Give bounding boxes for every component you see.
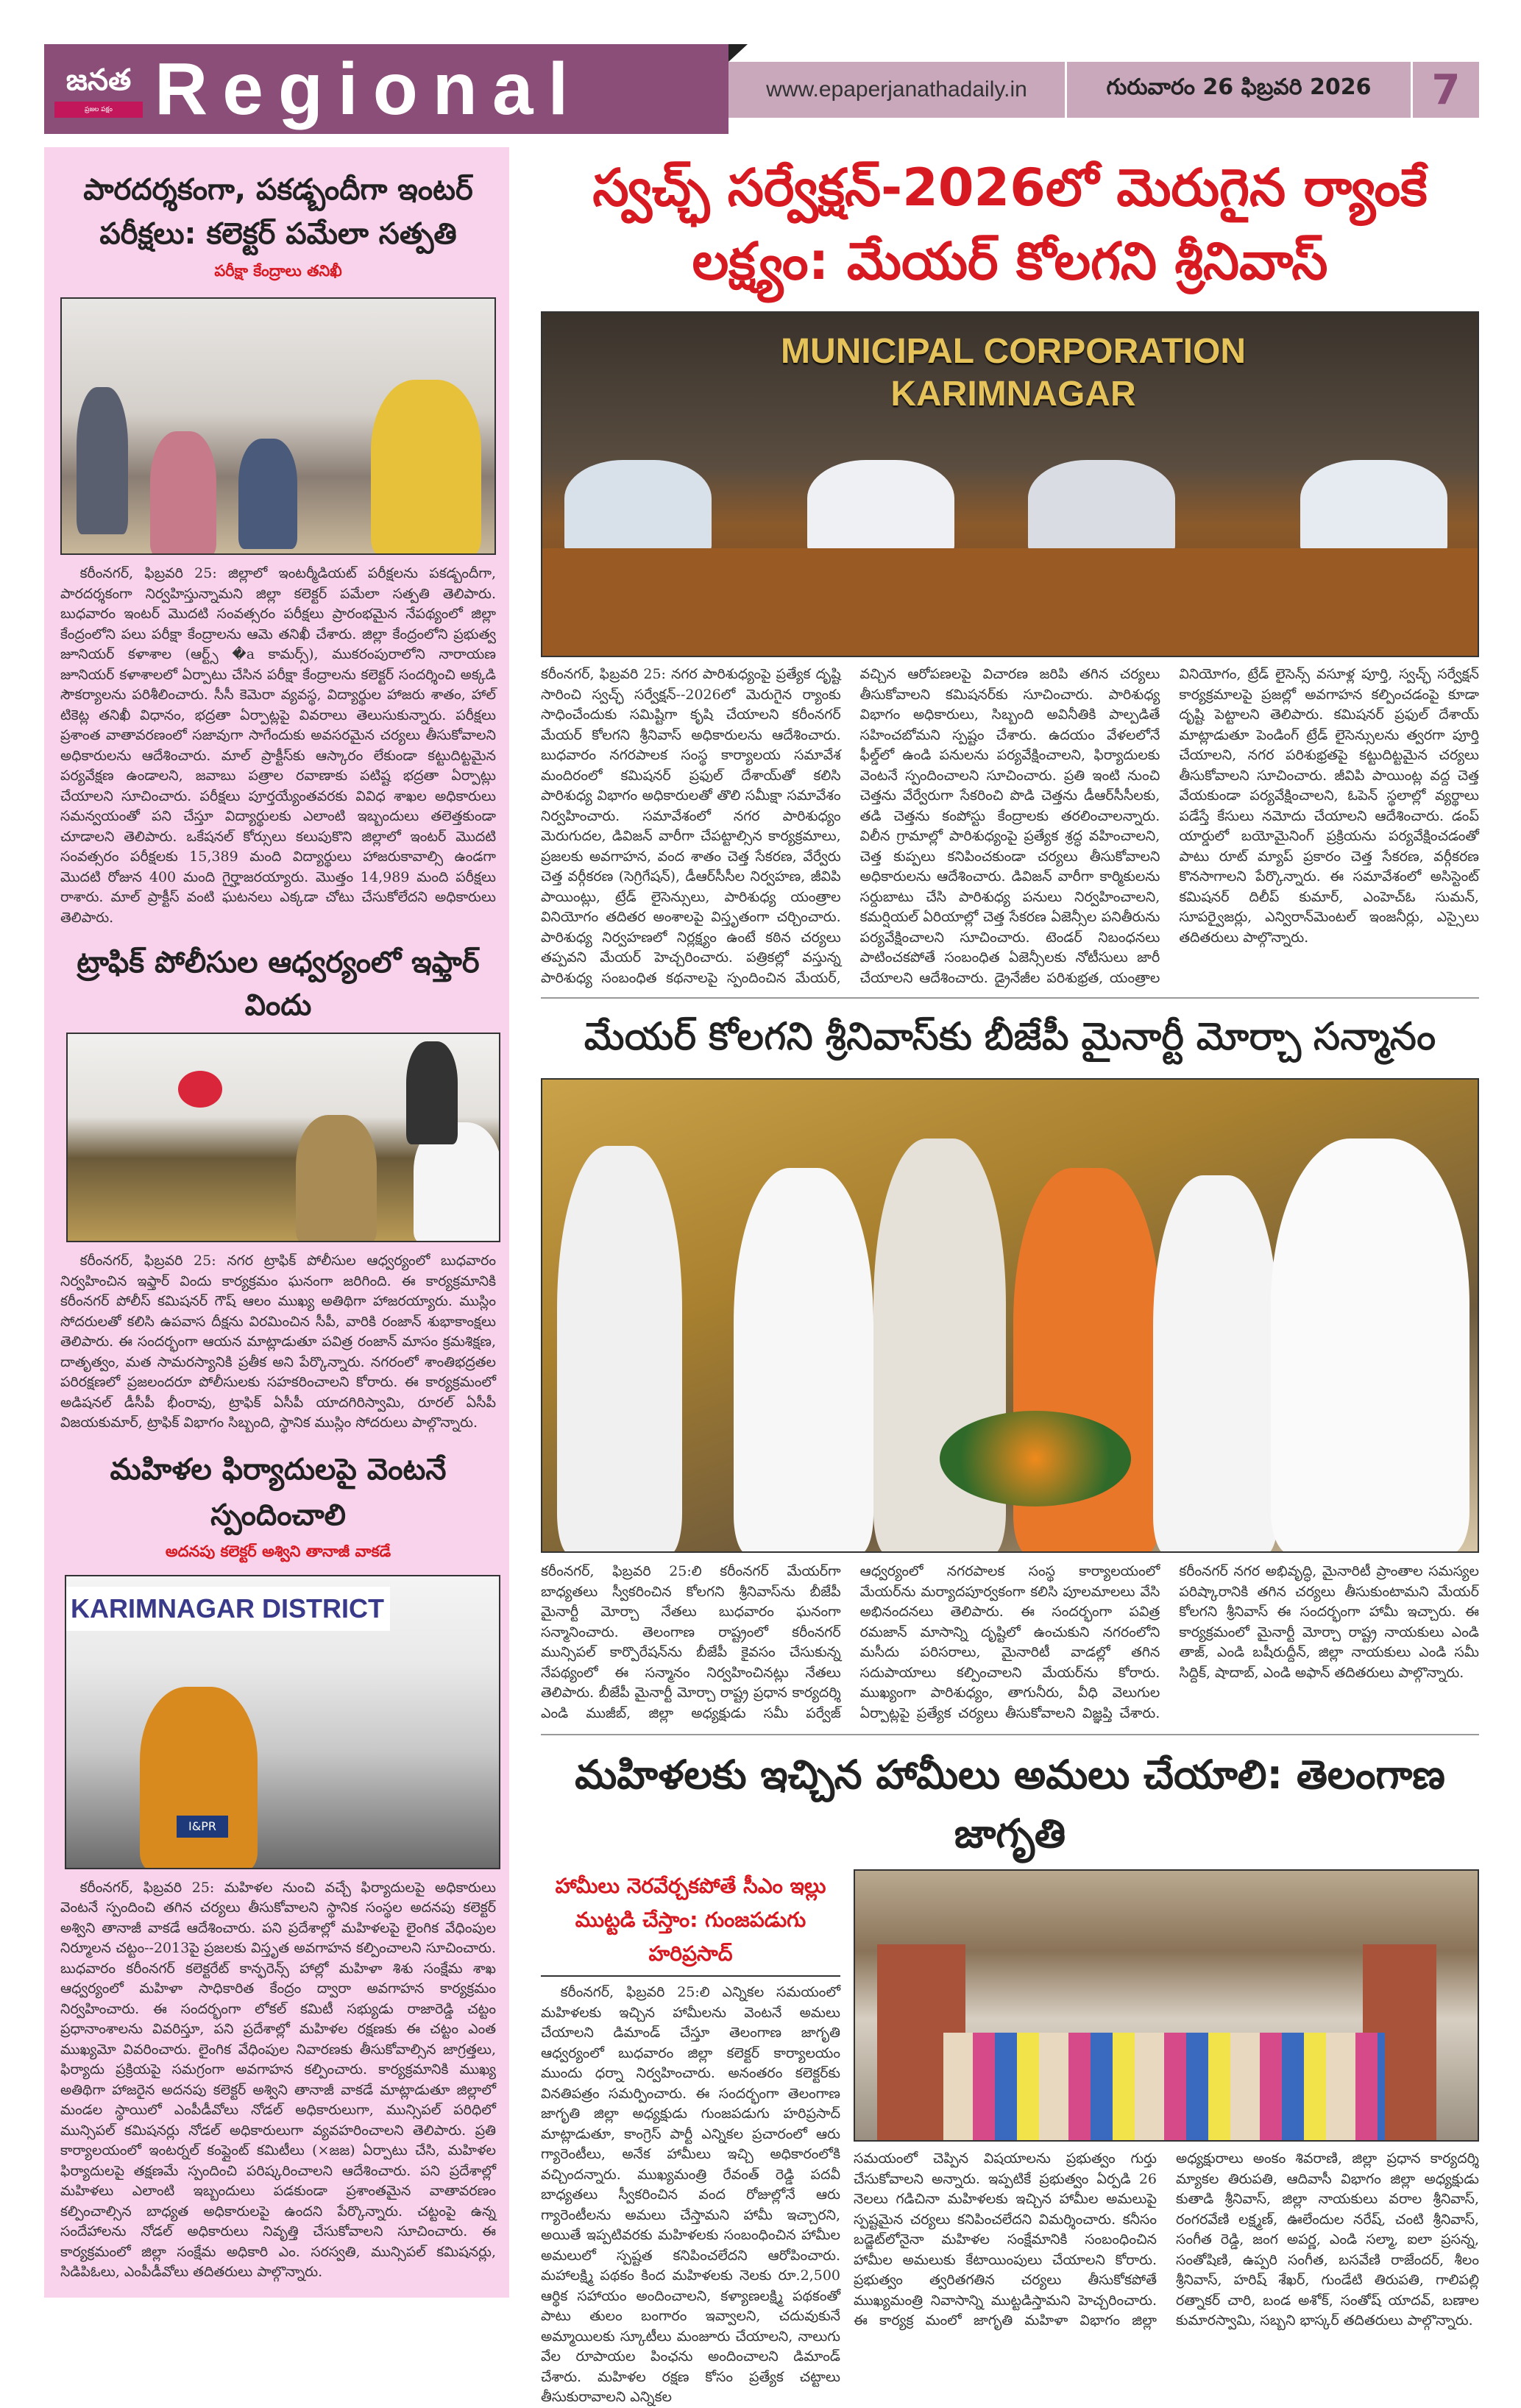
masthead — [44, 44, 728, 134]
story3-row — [541, 1869, 1479, 2408]
lead-headline: స్వచ్ఛ్ సర్వేక్షన్-2026లో మెరుగైన ర్యాంకే లక్ష్యం: మేయర్ కోలగని శ్రీనివాస్ — [592, 157, 1428, 291]
photo-badge: I&PR — [177, 1816, 228, 1838]
divider — [541, 1975, 840, 1977]
page-number: 7 — [1431, 65, 1461, 114]
story-body-continued: సమయంలో చెప్పిన విషయాలను ప్రభుత్వం గుర్తు చేసుకోవాలని అన్నారు. ఇప్పటికే ప్రభుత్వం ఏర్పడి 26 నెలలు గడిచినా మహిళలకు ఇచ్చిన హామీల అమలుపై స్పష్టమైన చర్యలు కనిపించలేదని విమర్శించారు. కనీసం బడ్జెట్‌లోనైనా మహిళల సంక్షేమానికి సంబంధించిన హామీల అమలుకు కేటాయింపులు చేయాలని కోరారు. ప్రభుత్వం త్వరితగతిన చర్యలు తీసుకోకపోతే ముఖ్యమంత్రి నివాసాన్ని ముట్టడిస్తామని హెచ్చరించారు. ఈ కార్యక్ర మంలో జాగృతి మహిళా విభాగం జిల్లా అధ్యక్షురాలు అంకం శివరాణి, జిల్లా ప్రధాన కార్యదర్శి మ్యాకల తిరుపతి, ఆదివాసీ విభాగం జిల్లా అధ్యక్షుడు కుతాడి శ్రీనివాస్, జిల్లా నాయకులు వరాల శ్రీనివాస్, రంగరవేణి లక్ష్మణ్, ఊలేందుల నరేష్, చంటి శ్రీనివాస్, సంగీత రెడ్డి, జంగ అపర్ణ, ఎండి సల్మా, ఐలా ప్రసన్న, సంతోషిణి, ఉప్పరి సంగీత, బసవేణి రాజేందర్, శీలం శ్రీనివాస్, హరిష్ శేఖర్, గుండేటి తిరుపతి, గాలిపల్లి రత్నాకర్ చారి, బండ అశోక్, సంతోష్ యాదవ్, బణాల కుమారస్వామి, సబ్బని భాస్కర్ తదితరులు పాల్గొన్నారు. — [854, 2150, 1479, 2329]
logo-tagline: ప్రజల పక్షం — [54, 102, 143, 118]
header-strip — [728, 62, 1479, 118]
story-body: కరీంనగర్, ఫిబ్రవరి 25: నగర ట్రాఫిక్ పోలీసుల ఆధ్వర్యంలో బుధవారం నిర్వహించిన ఇఫ్తార్ విందు కార్యక్రమం ఘనంగా జరిగింది. ఈ కార్యక్రమానికి కరీంనగర్ పోలీస్ కమిషనర్ గౌష్ ఆలం ముఖ్య అతిథిగా హాజరయ్యారు. ముస్లిం సోదరులతో కలిసి ఉపవాస దీక్షను విరమించిన సీపీ, వారికి రంజాన్ శుభాకాంక్షలు తెలిపారు. ఈ సందర్భంగా ఆయన మాట్లాడుతూ పవిత్ర రంజాన్ మాసం క్రమశిక్షణ, దాతృత్వం, మత సామరస్యానికి ప్రతీక అని పేర్కొన్నారు. నగరంలో శాంతిభద్రతల పరిరక్షణలో ప్రజలందరూ పోలీసులకు సహకరించాలని కోరారు. ఈ కార్యక్రమంలో అడిషనల్ డీసీపీ భీంరావు, ట్రాఫిక్ ఏసీపీ యాదగిరిస్వామి, రూరల్ ఏసీపీ విజయకుమార్, ట్రాఫిక్ విభాగం సిబ్బంది, స్థానిక ముస్లిం సోదరులు పాల్గొన్నారు. — [60, 1253, 496, 1431]
protest-photo — [854, 1869, 1479, 2142]
story-headline: మేయర్ కోలగని శ్రీనివాస్‌కు బీజేపీ మైనార్టీ మోర్చా సన్మానం — [584, 1015, 1436, 1059]
website-link[interactable]: www.epaperjanathadaily.in — [728, 62, 1067, 118]
story-headline: మహిళలకు ఇచ్చిన హామీలు అమలు చేయాలి: తెలంగాణ జాగృతి — [575, 1752, 1445, 1857]
story-kicker: హామీలు నెరవేర్చకపోతే సీఎం ఇల్లు ముట్టడి చేస్తాం: గుంజపడుగు హరిప్రసాద్ — [555, 1874, 826, 1966]
photo-sign: MUNICIPAL CORPORATION KARIMNAGAR — [781, 332, 1246, 414]
logo-text: జనత — [65, 63, 132, 97]
divider — [541, 1734, 1479, 1735]
story-headline: పారదర్శకంగా, పకడ్బందీగా ఇంటర్ పరీక్షలు: కలెక్టర్ పమేలా సత్పతి — [83, 173, 473, 251]
felicitation-photo — [541, 1078, 1479, 1553]
story-headline: ట్రాఫిక్ పోలీసుల ఆధ్వర్యంలో ఇఫ్తార్ విందు — [77, 946, 480, 1022]
main-column — [541, 151, 1479, 2408]
story-headline: మహిళల ఫిర్యాదులపై వెంటనే స్పందించాలి — [110, 1452, 447, 1532]
corner-triangle — [728, 44, 748, 62]
story-kicker: అదనపు కలెక్టర్ అశ్విని తానాజీ వాకడే — [165, 1542, 391, 1560]
story3-left — [541, 1869, 840, 2408]
story-body: కరీంనగర్, ఫిబ్రవరి 25:లి ఎన్నికల సమయంలో మహిళలకు ఇచ్చిన హామీలను వెంటనే అమలు చేయాలని డిమాండ్ చేస్తూ తెలంగాణ జాగృతి ఆధ్వర్యంలో బుధవారం జిల్లా కలెక్టర్ కార్యాలయం ముందు ధర్నా నిర్వహించారు. అనంతరం కలెక్టర్‌కు వినతిపత్రం సమర్పించారు. ఈ సందర్భంగా తెలంగాణ జాగృతి జిల్లా అధ్యక్షుడు గుంజపడుగు హరిప్రసాద్ మాట్లాడుతూ, కాంగ్రెస్ పార్టీ ఎన్నికల ప్రచారంలో ఆరు గ్యారెంటీలు, అనేక హామీలు ఇచ్చి అధికారంలోకి వచ్చిందన్నారు. ముఖ్యమంత్రి రేవంత్ రెడ్డి పదవీ బాధ్యతలు స్వీకరించిన వంద రోజుల్లోనే ఆరు గ్యారెంటీలను అమలు చేస్తామని హామీ ఇచ్చారని, అయితే ఇప్పటివరకు మహిళలకు సంబంధించిన హామీల అమలులో స్పష్టత కనిపించలేదని ఆరోపించారు. మహాలక్ష్మి పథకం కింద మహిళలకు నెలకు రూ.2,500 ఆర్థిక సహాయం అందించాలని, కళ్యాణలక్ష్మి పథకంతో పాటు తులం బంగారం ఇవ్వాలని, చదువుకునే అమ్మాయిలకు స్కూటీలు మంజూరు చేయాలని, నాలుగు వేల రూపాయల పింఛను అందించాలని డిమాండ్ చేశారు. మహిళల రక్షణ కోసం ప్రత్యేక చట్టాలు తీసుకురావాలని ఎన్నికల — [541, 1984, 840, 2405]
story3-right — [854, 1869, 1479, 2331]
story-body: కరీంనగర్, ఫిబ్రవరి 25:లి కరీంనగర్ మేయర్‌గా బాధ్యతలు స్వీకరించిన కోలగని శ్రీనివాస్‌ను బీజేపీ మైనార్టీ మోర్చా నేతలు బుధవారం ఘనంగా సన్మానించారు. తెలంగాణ రాష్ట్రంలో కరీంనగర్ మున్సిపల్ కార్పొరేషన్‌ను బీజేపీ కైవసం చేసుకున్న నేపథ్యంలో ఈ సన్మానం నిర్వహించినట్లు నేతలు తెలిపారు. బీజేపీ మైనార్టీ మోర్చా రాష్ట్ర ప్రధాన కార్యదర్శి ఎండి ముజీబ్, జిల్లా అధ్యక్షుడు సమీ పర్వేజ్ ఆధ్వర్యంలో నగరపాలక సంస్థ కార్యాలయంలో మేయర్‌ను మర్యాదపూర్వకంగా కలిసి పూలమాలలు వేసి అభినందనలు తెలిపారు. ఈ సందర్భంగా పవిత్ర రమజాన్ మాసాన్ని దృష్టిలో ఉంచుకుని నగరంలోని మసీదు పరిసరాలు, మైనారిటీ వాడల్లో తగిన సదుపాయాలు కల్పించాలని మేయర్‌ను కోరారు. ముఖ్యంగా పారిశుధ్యం, తాగునీరు, వీధి వెలుగుల ఏర్పాట్లపై ప్రత్యేక చర్యలు తీసుకోవాలని విజ్ఞప్తి చేశారు. కరీంనగర్ నగర అభివృద్ధి, మైనారిటీ ప్రాంతాల సమస్యల పరిష్కారానికి తగిన చర్యలు తీసుకుంటామని మేయర్ కోలగని శ్రీనివాస్ ఈ సందర్భంగా హామీ ఇచ్చారు. ఈ కార్యక్రమంలో మైనార్టీ మోర్చా రాష్ట్ర నాయకులు ఎండి తాజ్, ఎండి బషీరుద్దీన్, జిల్లా నాయకులు ఎండి సమీ సిద్దిక్, షాదాబ్, ఎండి అఫాన్ తదితరులు పాల్గొన్నారు. — [541, 1563, 1479, 1721]
council-meeting-photo — [541, 311, 1479, 657]
story-body: కరీంనగర్, ఫిబ్రవరి 25: మహిళల నుంచి వచ్చే ఫిర్యాదులపై అధికారులు వెంటనే స్పందించి తగిన చర్యలు తీసుకోవాలని స్థానిక సంస్థల అదనపు కలెక్టర్ అశ్విని తానాజీ వాకడే ఆదేశించారు. పని ప్రదేశాల్లో మహిళలపై లైంగిక వేధింపుల నిర్మూలన చట్టం--2013పై ప్రజలకు విస్తృత అవగాహన కల్పించాలని సూచించారు. బుధవారం కరీంనగర్ కలెక్టరేట్ కాన్ఫరెన్స్ హాల్లో మహిళా శిశు సంక్షేమ శాఖ ఆధ్వర్యంలో మహిళా సాధికారిత కేంద్రం ద్వారా అవగాహన కార్యక్రమం నిర్వహించారు. ఈ సందర్భంగా లోకల్ కమిటీ సభ్యుడు రాజారెడ్డి చట్టం ప్రధానాంశాలను వివరిస్తూ, పని ప్రదేశాల్లో మహిళల రక్షణకు ఈ చట్టం ఎంత ముఖ్యమో వివరించారు. లైంగిక వేధింపుల నివారణకు తీసుకోవాల్సిన జాగ్రత్తలు, ఫిర్యాదు ప్రక్రియపై సమగ్రంగా అవగాహన కల్పించారు. కార్యక్రమానికి ముఖ్య అతిథిగా హాజరైన అదనపు కలెక్టర్ అశ్విని తానాజీ వాకడే మాట్లాడుతూ జిల్లాలో మండల స్థాయిలో ఎంపీడీవోలు నోడల్ అధికారులుగా, మున్సిపల్ పరిధిలో మున్సిపల్ కమిషనర్లు నోడల్ అధికారులుగా వ్యవహరించాలని తెలిపారు. ప్రతి కార్యాలయంలో ఇంటర్నల్ కంప్లైంట్ కమిటీలు (×జజ) ఏర్పాటు చేసి, మహిళల ఫిర్యాదులపై తక్షణమే స్పందించి పరిష్కరించాలని ఆదేశించారు. పని ప్రదేశాల్లో మహిళలు ఎలాంటి ఇబ్బందులు పడకుండా ప్రశాంతమైన వాతావరణం కల్పించాల్సిన బాధ్యత అధికారులపై ఉందని పేర్కొన్నారు. చట్టంపై ఉన్న సందేహాలను నోడల్ అధికారులు నివృత్తి చేసుకోవాలని సూచించారు. ఈ కార్యక్రమంలో జిల్లా సంక్షేమ అధికారి ఎం. సరస్వతి, మున్సిపల్ కమిషనర్లు, సిడిపిఓలు, ఎంపీడీవోలు తదితరులు పాల్గొన్నారు. — [60, 1879, 496, 2280]
section-title: Regional — [155, 48, 584, 130]
exam-center-photo — [60, 297, 496, 555]
issue-date: గురువారం 26 ఫిబ్రవరి 2026 — [1067, 62, 1413, 118]
collector-photo — [65, 1575, 500, 1869]
photo-sign: KARIMNAGAR DISTRICT — [66, 1587, 390, 1631]
story-body: కరీంనగర్, ఫిబ్రవరి 25: జిల్లాలో ఇంటర్మీడియట్ పరీక్షలను పకడ్బందీగా, పారదర్శకంగా నిర్వహిస్తున్నామని జిల్లా కలెక్టర్ పమేలా సత్పతి తెలిపారు. బుధవారం ఇంటర్ మొదటి సంవత్సరం పరీక్షలు ప్రారంభమైన నేపథ్యంలో జిల్లా కేంద్రంలోని పలు పరీక్షా కేంద్రాలను ఆమె తనిఖీ చేశారు. జిల్లా కేంద్రంలోని ప్రభుత్వ జూనియర్ కళాశాల (ఆర్ట్స్ �a కామర్స్), ముకరంపురాలోని నారాయణ జూనియర్ కళాశాలలో ఏర్పాటు చేసిన పరీక్షా కేంద్రాలను కలెక్టర్ సందర్శించి అక్కడి సౌకర్యాలను పరిశీలించారు. సీసీ కెమెరా వ్యవస్థ, విద్యార్థుల హాజరు శాతం, హాల్ టికెట్ల తనిఖీ విధానం, భద్రతా ఏర్పాట్లపై వివరాలు తెలుసుకున్నారు. పరీక్షలు ప్రశాంత వాతావరణంలో సజావుగా సాగేందుకు అవసరమైన చర్యలు తీసుకోవాలని అధికారులను ఆదేశించారు. మాల్ ప్రాక్టీస్‌కు ఆస్కారం లేకుండా కట్టుదిట్టమైన పర్యవేక్షణ ఉండాలని, జవాబు పత్రాల రవాణాకు పటిష్ట భద్రతా ఏర్పాట్లు చేయాలని సూచించారు. పరీక్షలు పూర్తయ్యేంతవరకు వివిధ శాఖల అధికారులు సమన్వయంతో పని చేస్తూ విద్యార్థులకు ఎలాంటి ఇబ్బందులు తలెత్తకుండా చూడాలని తెలిపారు. ఒకేషనల్ కోర్సులు కలుపుకొని జిల్లాలో ఇంటర్ మొదటి సంవత్సరం పరీక్షలకు 15,389 మంది విద్యార్థులు హాజరుకావాల్సి ఉండగా మొదటి రోజున 400 మంది గైర్హాజరయ్యారు. మొత్తం 14,989 మంది పరీక్షలు రాశారు. మాల్ ప్రాక్టీస్ వంటి ఘటనలు ఎక్కడా చోటు చేసుకోలేదని అధికారులు తెలిపారు. — [60, 565, 496, 926]
story-kicker: పరీక్షా కేంద్రాలు తనిఖీ — [214, 262, 342, 280]
divider — [541, 997, 1479, 999]
lead-story-body: కరీంనగర్, ఫిబ్రవరి 25: నగర పారిశుధ్యంపై ప్రత్యేక దృష్టి సారించి స్వచ్ఛ్ సర్వేక్షన్--2026లో మెరుగైన ర్యాంకు సాధించేందుకు సమిష్టిగా కృషి చేయాలని కరీంనగర్ మేయర్ కోలగని శ్రీనివాస్ అధికారులను ఆదేశించారు. బుధవారం నగరపాలక సంస్థ కార్యాలయ సమావేశ మందిరంలో కమిషనర్ ప్రఫుల్ దేశాయ్‌తో కలిసి పారిశుధ్య విభాగం అధికారులతో తొలి సమీక్షా సమావేశం నిర్వహించారు. సమావేశంలో నగర పారిశుధ్యం మెరుగుదల, డివిజన్ వారీగా చేపట్టాల్సిన కార్యక్రమాలు, ప్రజలకు అవగాహన, వంద శాతం చెత్త సేకరణ, వేర్వేరు చెత్త వర్గీకరణ (సెగ్రిగేషన్), డీఆర్‌సీసీల నిర్వహణ, జీవిపి పాయింట్లు, ట్రేడ్ లైసెన్సులు, పారిశుధ్య యంత్రాల వినియోగం తదితర అంశాలపై విస్తృతంగా చర్చించారు. పారిశుధ్య నిర్వహణలో నిర్లక్ష్యం ఉంటే కఠిన చర్యలు తప్పవని మేయర్ హెచ్చరించారు. పత్రికల్లో వస్తున్న పారిశుధ్య సంబంధిత కథనాలపై స్పందించిన మేయర్, వచ్చిన ఆరోపణలపై విచారణ జరిపి తగిన చర్యలు తీసుకోవాలని కమిషనర్‌కు సూచించారు. పారిశుధ్య విభాగం అధికారులు, సిబ్బంది అవినీతికి పాల్పడితే సహించబోమని స్పష్టం చేశారు. ఉదయం వేళలలోనే ఫీల్డ్‌లో ఉండి పనులను పర్యవేక్షించాలని, ఫిర్యాదులకు వెంటనే స్పందించాలని సూచించారు. ప్రతి ఇంటి నుంచి చెత్తను వేర్వేరుగా సేకరించి పొడి చెత్తను డీఆర్‌సీసీలకు, తడి చెత్తను కంపోస్టు కేంద్రాలకు తరలించాలన్నారు. విలీన గ్రామాల్లో పారిశుధ్యంపై ప్రత్యేక శ్రద్ధ వహించాలని, చెత్త కుప్పలు కనిపించకుండా చర్యలు తీసుకోవాలని అధికారులను ఆదేశించారు. డివిజన్ వారీగా కార్మికులను సర్దుబాటు చేసి పారిశుధ్య పనులు నిర్వహించాలని, కమర్షియల్ ఏరియాల్లో చెత్త సేకరణ ఏజెన్సీల పనితీరును పర్యవేక్షించాలని సూచించారు. టెండర్ నిబంధనలు పాటించకపోతే సంబంధిత ఏజెన్సీలకు నోటీసులు జారీ చేయాలని ఆదేశించారు. డ్రైనేజీల పరిశుభ్రత, యంత్రాల వినియోగం, ట్రేడ్ లైసెన్స్ వసూళ్ల పూర్తి, స్వచ్ఛ్ సర్వేక్షన్ కార్యక్రమాలపై ప్రజల్లో అవగాహన కల్పించడంపై కూడా దృష్టి పెట్టాలని తెలిపారు. కమిషనర్ ప్రఫుల్ దేశాయ్ మాట్లాడుతూ పెండింగ్ ట్రేడ్ లైసెన్సులను త్వరగా పూర్తి చేయాలని, నగర పరిశుభ్రతపై కట్టుదిట్టమైన చర్యలు తీసుకోవాలని సూచించారు. జీవిపి పాయింట్ల వద్ద చెత్త వేయకుండా పర్యవేక్షించాలని, ఓపెన్ స్థలాల్లో వ్యర్థాలు పడేస్తే కేసులు నమోదు చేయాలని ఆదేశించారు. డంప్ యార్డులో బయోమైనింగ్ ప్రక్రియను పర్యవేక్షించడంతో పాటు రూట్ మ్యాప్ ప్రకారం చెత్త సేకరణ, వర్గీకరణ కొనసాగాలని పేర్కొన్నారు. ఈ సమావేశంలో అసిస్టెంట్ కమిషనర్ దిలీప్ కుమార్, ఎంహెచ్‌ఓ సుమన్, సూపర్వైజర్లు, ఎన్విరాన్‌మెంటల్ ఇంజనీర్లు, ఎస్సైలు తదితరులు పాల్గొన్నారు. — [541, 666, 1479, 986]
iftar-photo — [66, 1033, 500, 1242]
sidebar-column — [44, 147, 509, 2298]
newspaper-logo — [54, 59, 143, 119]
